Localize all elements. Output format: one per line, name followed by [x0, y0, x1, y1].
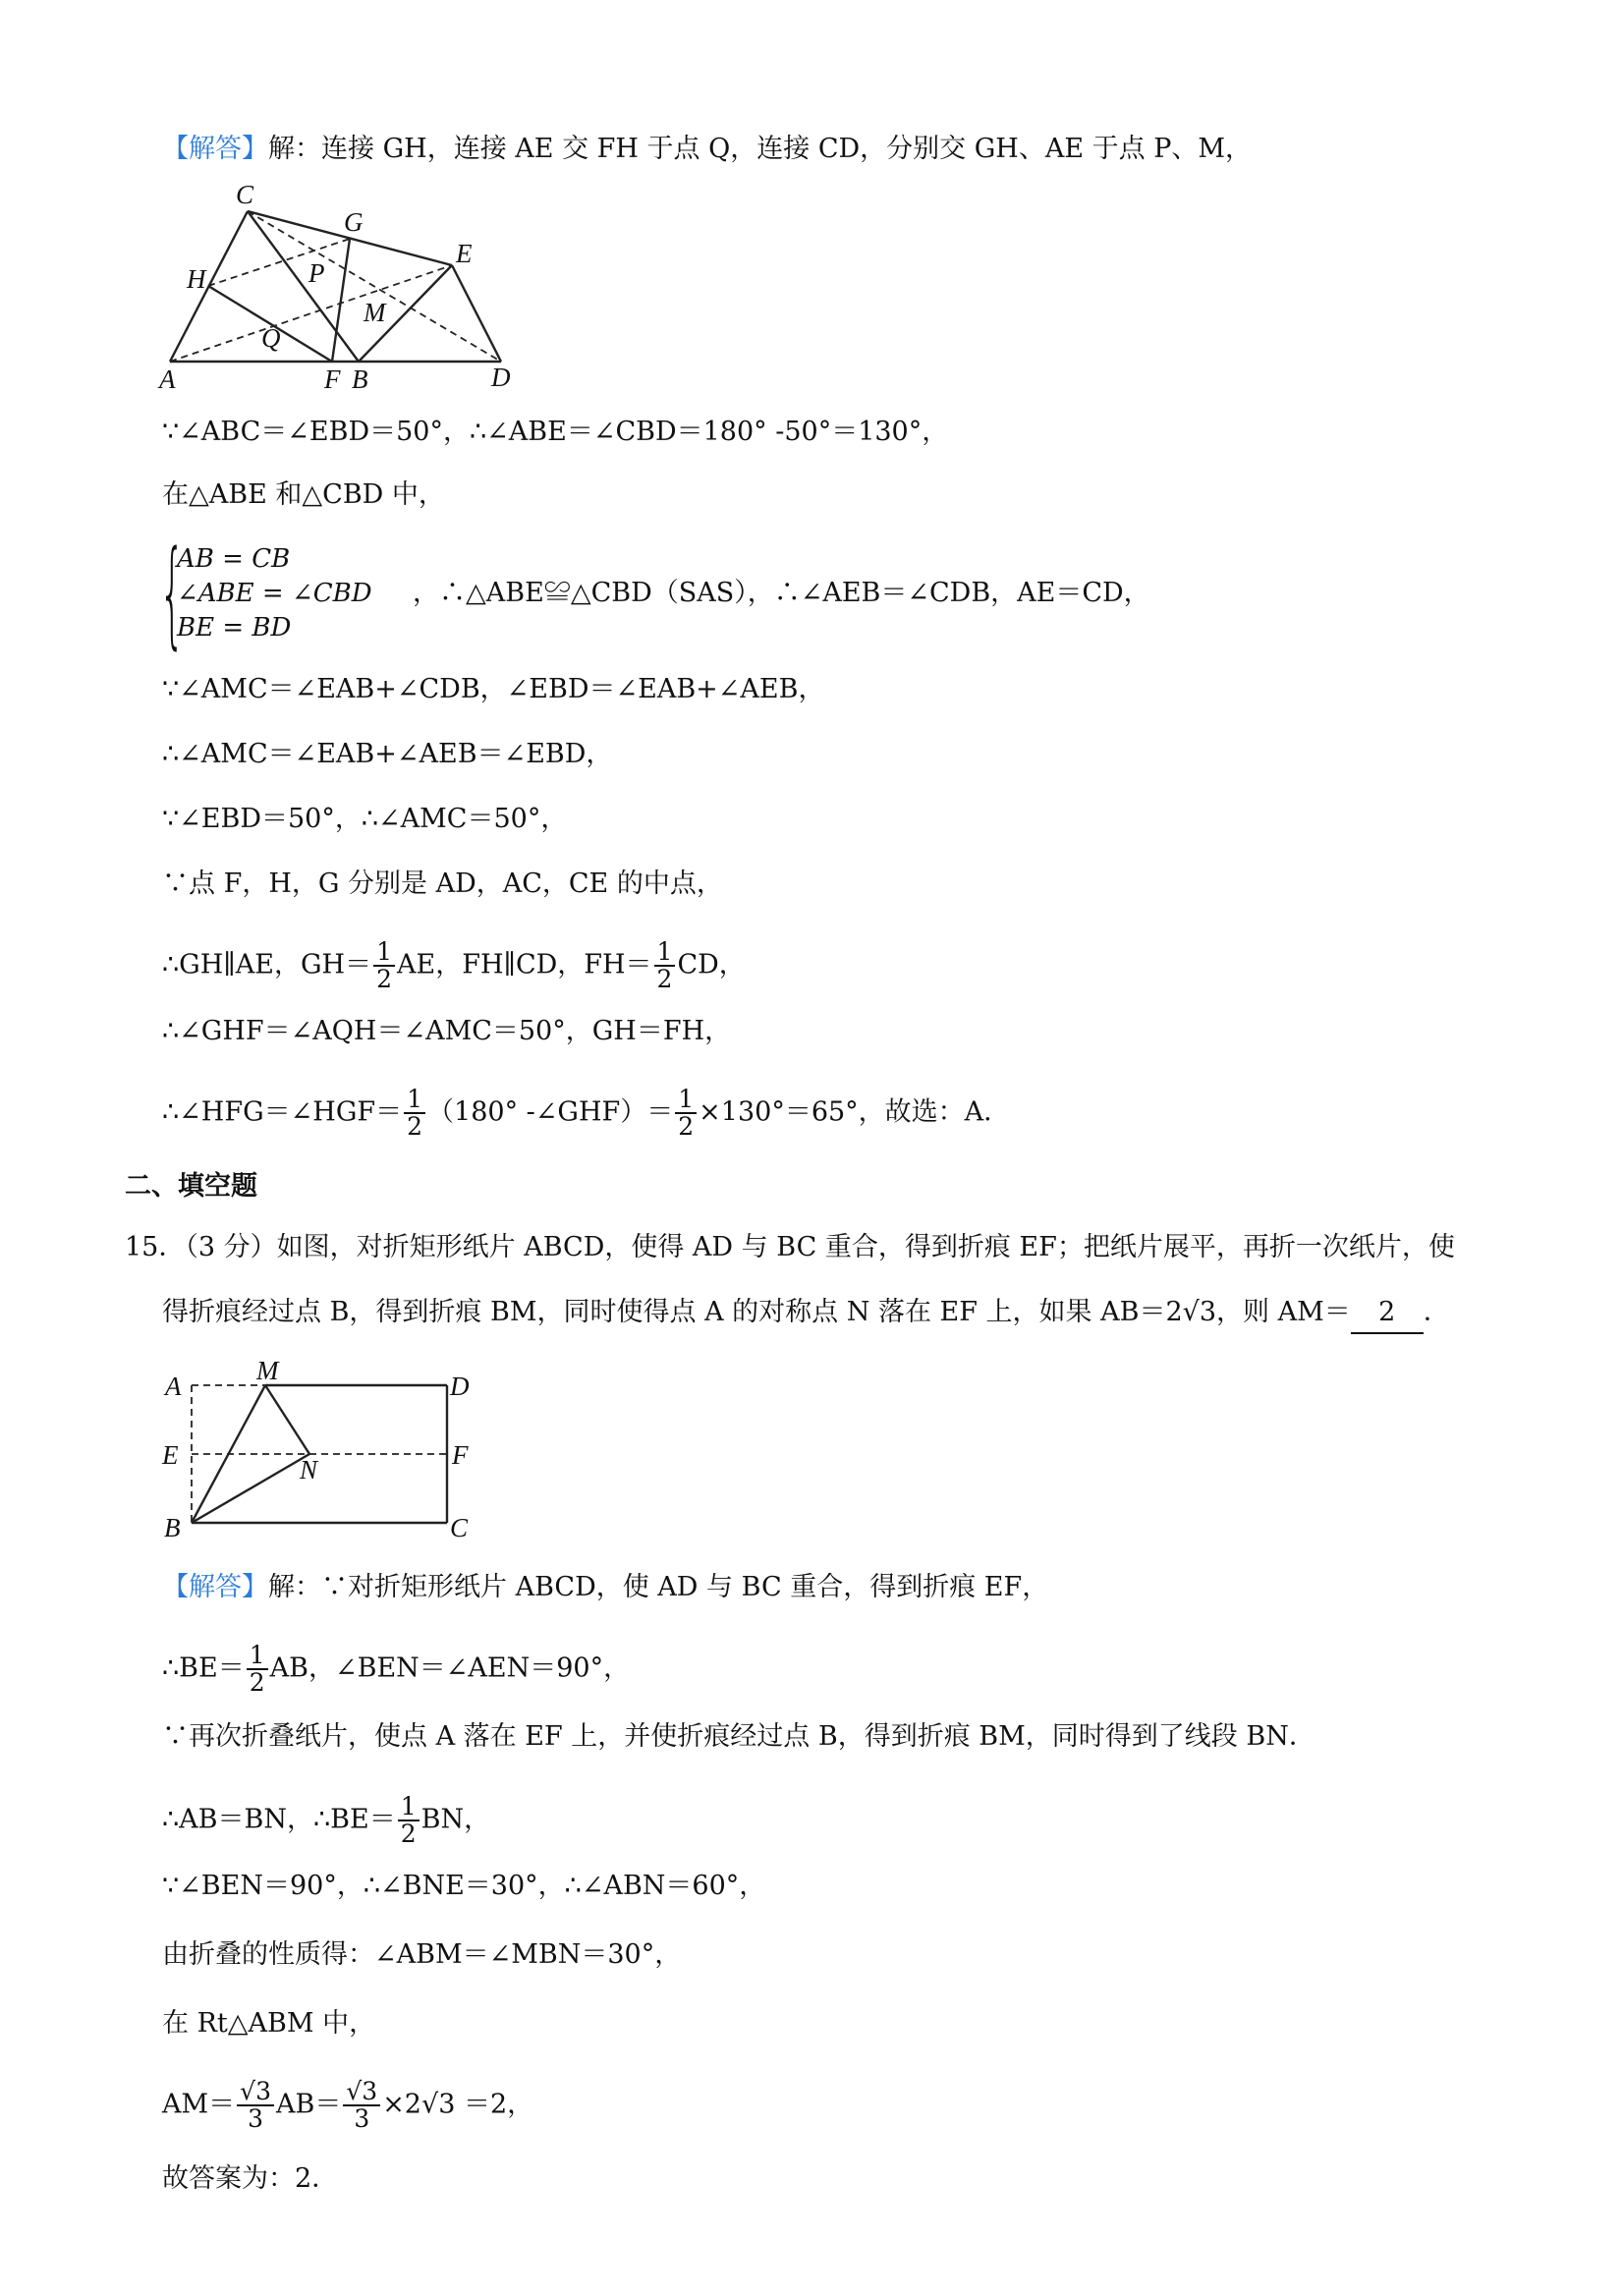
fig2-label-C: C: [450, 1513, 469, 1542]
fraction: $\frac{1}{2}$: [247, 1643, 268, 1696]
answer-tag: 【解答】: [162, 134, 268, 164]
fig1-label-Q: Q: [261, 323, 281, 353]
brace-icon: {: [159, 525, 186, 660]
fig2-label-M: M: [256, 1356, 279, 1385]
solution-line: ∵∠BEN＝90°，∴∠BNE＝30°，∴∠ABN＝60°，: [162, 1871, 766, 1901]
section-title: 二、填空题: [125, 1171, 257, 1202]
solution-line: ∴AB＝BN，∴BE＝ $\frac{1}{2}$ BN，: [162, 1792, 491, 1848]
fig1-label-E: E: [456, 239, 473, 268]
figure-quadrilateral: [147, 182, 540, 393]
fig2-label-N: N: [300, 1455, 318, 1484]
solution-line: 在 Rt△ABM 中，: [162, 2008, 376, 2039]
fraction: $\frac{√3}{3}$: [343, 2079, 380, 2132]
fraction: $\frac{1}{2}$: [398, 1794, 420, 1847]
solution-line: AM＝ $\frac{√3}{3}$ AB＝ $\frac{√3}{3}$ ×2√3 ＝2，: [162, 2077, 534, 2133]
fig2-label-D: D: [450, 1372, 470, 1401]
fig1-label-B: B: [352, 364, 368, 393]
fig1-label-D: D: [491, 363, 511, 392]
fraction: $\frac{1}{2}$: [654, 939, 676, 992]
fig2-label-A: A: [165, 1372, 182, 1401]
fig1-label-M: M: [364, 298, 386, 327]
solution-line: ∴∠AMC＝∠EAB+∠AEB＝∠EBD，: [162, 739, 613, 769]
answer-tag: 【解答】: [162, 1572, 268, 1602]
solution-line: 在△ABE 和△CBD 中，: [162, 479, 445, 510]
solution-line: ∴GH∥AE，GH＝ $\frac{1}{2}$ AE，FH∥CD，FH＝ $\frac{1}{2}$ CD，: [162, 937, 746, 993]
fig2-label-E: E: [162, 1440, 179, 1470]
fig1-label-A: A: [159, 364, 176, 393]
solution-line: ∵∠ABC＝∠EBD＝50°，∴∠ABE＝∠CBD＝180° ‐50°＝130°，: [162, 417, 949, 447]
solution-line: ∴∠GHF＝∠AQH＝∠AMC＝50°，GH＝FH，: [162, 1016, 732, 1046]
solution-line: ，∴△ABE≌△CBD（SAS），∴∠AEB＝∠CDB，AE＝CD，: [413, 578, 1150, 608]
solution-line: 【解答】解：∵对折矩形纸片 ABCD，使 AD 与 BC 重合，得到折痕 EF，: [162, 1572, 1049, 1602]
solution-intro: 【解答】解：连接 GH，连接 AE 交 FH 于点 Q，连接 CD，分别交 GH、AE 于点 P、M，: [162, 134, 1253, 164]
fig1-label-P: P: [308, 258, 325, 288]
system-eq: AB = CB: [177, 544, 291, 574]
figure-rectangle-fold: [152, 1356, 486, 1544]
equation-system: [159, 525, 372, 660]
system-eq: BE = BD: [177, 613, 292, 643]
fig2-label-F: F: [452, 1440, 469, 1470]
solution-line: ∵∠AMC＝∠EAB+∠CDB，∠EBD＝∠EAB+∠AEB，: [162, 674, 825, 704]
fig1-label-C: C: [236, 182, 254, 209]
solution-line: ∵∠EBD＝50°，∴∠AMC＝50°，: [162, 804, 568, 834]
fraction: $\frac{1}{2}$: [404, 1087, 425, 1140]
fig1-label-G: G: [344, 207, 364, 237]
question-stem: 得折痕经过点 B，得到折痕 BM，同时使得点 A 的对称点 N 落在 EF 上，如果 AB＝2√3，则 AM＝ 2 ．: [162, 1293, 1450, 1334]
fig2-label-B: B: [164, 1513, 181, 1542]
question-stem: 15．（3 分）如图，对折矩形纸片 ABCD，使得 AD 与 BC 重合，得到折痕 EF；把纸片展平，再折一次纸片，使: [125, 1232, 1455, 1262]
answer-blank: 2: [1351, 1293, 1424, 1334]
fig1-label-H: H: [187, 264, 206, 294]
fraction: $\frac{√3}{3}$: [237, 2079, 274, 2132]
solution-line: ∵点 F，H，G 分别是 AD，AC，CE 的中点，: [162, 868, 723, 899]
solution-line: 故答案为：2．: [162, 2163, 339, 2194]
solution-line: ∵再次折叠纸片，使点 A 落在 EF 上，并使折痕经过点 B，得到折痕 BM，同时得到了线段 BN．: [162, 1721, 1315, 1752]
solution-line: ∴∠HFG＝∠HGF＝ $\frac{1}{2}$ （180° ‐∠GHF）＝ $\frac{1}{2}$ ×130°＝65°，故选：A．: [162, 1085, 1011, 1141]
fraction: $\frac{1}{2}$: [373, 939, 395, 992]
fraction: $\frac{1}{2}$: [675, 1087, 697, 1140]
solution-line: ∴BE＝ $\frac{1}{2}$ AB，∠BEN＝∠AEN＝90°，: [162, 1641, 631, 1697]
fig1-label-F: F: [324, 364, 341, 393]
solution-line: 由折叠的性质得：∠ABM＝∠MBN＝30°，: [162, 1939, 682, 1970]
system-eq: ∠ABE = ∠CBD: [177, 579, 372, 608]
